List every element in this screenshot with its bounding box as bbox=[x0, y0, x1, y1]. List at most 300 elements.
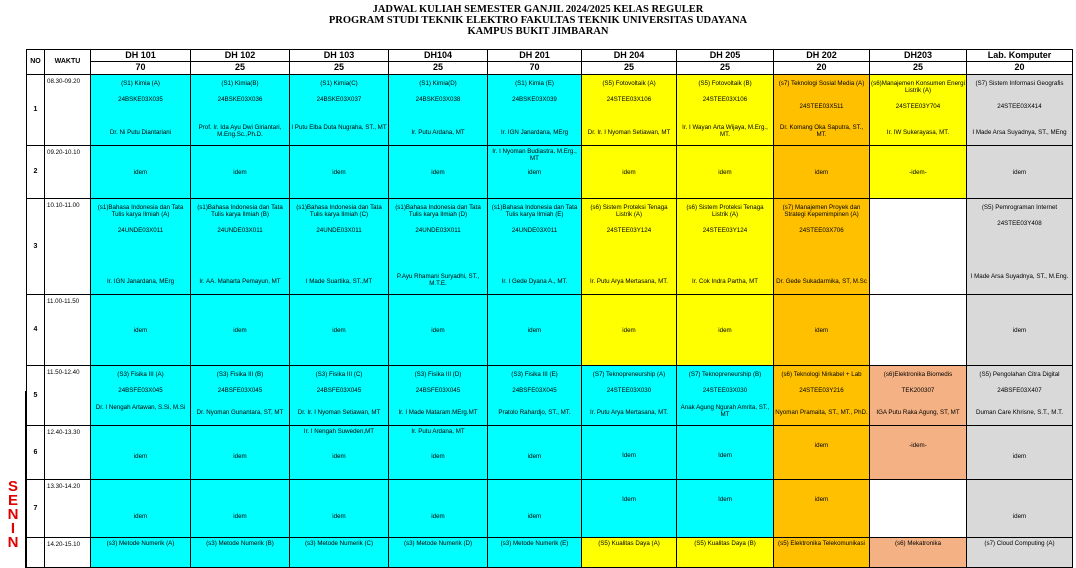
lecturer-note: Ir. Putu Ardana, MT bbox=[411, 428, 465, 435]
row-number-value: 3 bbox=[33, 242, 38, 250]
course-code: 24STEE03X106 bbox=[606, 96, 652, 103]
schedule-cell bbox=[774, 199, 870, 295]
header-no bbox=[26, 49, 45, 75]
room-capacity bbox=[290, 62, 389, 75]
schedule-cell bbox=[191, 199, 290, 295]
course-name: (S1) Kimia (A) bbox=[121, 80, 160, 87]
schedule-cell bbox=[967, 199, 1073, 295]
course-name: (s6) Sistem Proteksi Tenaga Listrik (A) bbox=[686, 204, 764, 219]
idem-text: idem bbox=[233, 513, 247, 520]
time-slot-value: 11.00-11.50 bbox=[47, 298, 80, 305]
room-name: DH 102 bbox=[224, 49, 256, 60]
schedule-cell bbox=[488, 538, 582, 568]
course-name: (S7) Sistem Informasi Geografis bbox=[975, 80, 1064, 87]
schedule-cell bbox=[677, 366, 774, 426]
row-number-value: 4 bbox=[33, 326, 38, 334]
schedule-cell bbox=[290, 295, 389, 366]
room-capacity bbox=[91, 62, 191, 75]
idem-text: -idem- bbox=[909, 169, 927, 176]
time-slot bbox=[45, 426, 91, 480]
lecturer-name: Ir. I Wayan Arta Wijaya, M.Erg., MT. bbox=[682, 124, 768, 139]
schedule-cell bbox=[774, 366, 870, 426]
row-number-value: 7 bbox=[33, 504, 38, 512]
time-slot-value: 09.20-10.10 bbox=[47, 149, 81, 156]
idem-text: idem bbox=[814, 496, 829, 503]
row-number bbox=[26, 538, 45, 568]
idem-text: idem bbox=[622, 327, 636, 334]
room-name: DH104 bbox=[423, 49, 452, 60]
schedule-cell bbox=[967, 426, 1073, 480]
room-capacity-value: 20 bbox=[1014, 62, 1025, 73]
time-slot-value: 14.20-15.10 bbox=[47, 541, 81, 548]
room-capacity bbox=[389, 62, 488, 75]
schedule-cell bbox=[677, 146, 774, 199]
schedule-cell bbox=[91, 366, 191, 426]
course-name: (s1)Bahasa Indonesia dan Tata Tulis karya Ilmiah (B) bbox=[197, 204, 283, 219]
course-name: (S1) Kimia(D) bbox=[419, 80, 457, 87]
schedule-cell bbox=[91, 146, 191, 199]
day-label bbox=[4, 480, 22, 550]
row-number-value: 6 bbox=[33, 448, 38, 456]
schedule-cell bbox=[91, 538, 191, 568]
schedule-cell bbox=[870, 75, 967, 146]
schedule-cell bbox=[677, 426, 774, 480]
course-code: 24BSKE03X038 bbox=[415, 96, 461, 103]
idem-text: idem bbox=[622, 169, 636, 176]
course-name: (s6)Manajemen Konsumen Energi Listrik (A) bbox=[871, 80, 965, 95]
time-slot bbox=[45, 199, 91, 295]
idem-text: idem bbox=[1012, 513, 1027, 520]
room-capacity bbox=[677, 62, 774, 75]
lecturer-name: Ir. AA. Maharta Pemayun, MT bbox=[199, 278, 281, 285]
schedule-cell bbox=[774, 295, 870, 366]
schedule-cell bbox=[389, 146, 488, 199]
time-slot-value: 10.10-11.00 bbox=[47, 202, 80, 209]
time-slot bbox=[45, 75, 91, 146]
title-line-1: JADWAL KULIAH SEMESTER GANJIL 2024/2025 KELAS REGULER bbox=[372, 4, 704, 15]
lecturer-name: Dr. Komang Oka Saputra, ST., MT. bbox=[779, 124, 864, 139]
course-code: 24STEE03X706 bbox=[799, 227, 844, 234]
course-name: (S5) Pengolahan Citra Digital bbox=[979, 371, 1060, 378]
idem-text: idem bbox=[1012, 453, 1027, 460]
schedule-cell bbox=[582, 480, 677, 538]
schedule-cell bbox=[488, 480, 582, 538]
course-name: (s3) Metode Numerik (C) bbox=[304, 540, 374, 547]
schedule-cell bbox=[191, 295, 290, 366]
schedule-cell bbox=[870, 426, 967, 480]
course-name: (s7) Manajemen Proyek dan Strategi Kepemimpinen (A) bbox=[782, 204, 861, 219]
idem-text: idem bbox=[527, 169, 542, 176]
course-name: (s1)Bahasa Indonesia dan Tata Tulis karya Ilmiah (D) bbox=[395, 204, 481, 219]
room-header bbox=[290, 49, 389, 62]
course-code: 24STEE03Y124 bbox=[702, 227, 748, 234]
course-name: (s6)Elektronika Biomedis bbox=[883, 371, 953, 378]
course-code: 24BSFE03X407 bbox=[997, 387, 1042, 394]
course-code: 24BSFE03X045 bbox=[415, 387, 461, 394]
course-name: (s1)Bahasa Indonesia dan Tata Tulis karya Ilmiah (A) bbox=[97, 204, 184, 219]
schedule-cell bbox=[677, 295, 774, 366]
room-header bbox=[967, 49, 1073, 62]
idem-text: Idem bbox=[622, 496, 636, 503]
title-line-3: KAMPUS BUKIT JIMBARAN bbox=[467, 26, 609, 37]
room-header bbox=[870, 49, 967, 62]
schedule-cell bbox=[488, 199, 582, 295]
schedule-cell bbox=[488, 146, 582, 199]
room-capacity-value: 70 bbox=[529, 62, 540, 73]
room-name: DH 202 bbox=[806, 49, 837, 60]
title-line-2: PROGRAM STUDI TEKNIK ELEKTRO FAKULTAS TEKNIK UNIVERSITAS UDAYANA bbox=[328, 15, 748, 26]
course-code: 24STEE03Y216 bbox=[799, 387, 844, 394]
time-slot-value: 12.40-13.30 bbox=[47, 429, 81, 436]
schedule-cell bbox=[582, 426, 677, 480]
row-number-value: 5 bbox=[33, 391, 38, 399]
room-name: DH203 bbox=[903, 49, 932, 60]
lecturer-name: Prof. Ir. Ida Ayu Dwi Giriantari, M.Eng.Sc.,Ph.D. bbox=[198, 124, 282, 139]
lecturer-name: Dr. I Nengah Artawan, S.Si, M.Si bbox=[95, 404, 186, 411]
schedule-cell bbox=[774, 480, 870, 538]
course-name: (S5) Kualitas Daya (A) bbox=[598, 540, 660, 547]
room-capacity bbox=[774, 62, 870, 75]
room-capacity bbox=[191, 62, 290, 75]
schedule-cell bbox=[774, 146, 870, 199]
lecturer-note: Ir. I Nyoman Budiastra, M.Erg., MT bbox=[492, 148, 577, 163]
course-name: (s6) Teknologi Nirkabel + Lab bbox=[781, 371, 862, 378]
lecturer-name: Ir. Putu Arya Mertasana, MT. bbox=[589, 409, 669, 416]
lecturer-name: I Made Suartika, ST.,MT bbox=[305, 278, 373, 285]
schedule-cell bbox=[774, 75, 870, 146]
lecturer-name: P.Ayu Rhamani Suryadhi, ST., M.T.E. bbox=[396, 273, 480, 288]
row-number-value: 2 bbox=[33, 168, 38, 176]
schedule-cell bbox=[191, 480, 290, 538]
room-header bbox=[677, 49, 774, 62]
idem-text: idem bbox=[431, 453, 445, 460]
idem-text: idem bbox=[814, 442, 829, 449]
lecturer-name: IGA Putu Raka Agung, ST, MT bbox=[876, 409, 960, 416]
idem-text: idem bbox=[431, 513, 445, 520]
room-capacity-value: 70 bbox=[135, 62, 146, 73]
course-name: (S5) Fotovoltaik (A) bbox=[602, 80, 656, 87]
schedule-cell bbox=[389, 199, 488, 295]
schedule-cell bbox=[582, 295, 677, 366]
idem-text: idem bbox=[133, 513, 148, 520]
course-code: 24STEE03Y704 bbox=[895, 103, 941, 110]
room-name: DH 204 bbox=[613, 49, 645, 60]
idem-text: idem bbox=[233, 453, 247, 460]
course-code: 24BSKE03X039 bbox=[512, 96, 557, 103]
idem-text: idem bbox=[332, 453, 346, 460]
schedule-cell bbox=[91, 295, 191, 366]
room-capacity bbox=[582, 62, 677, 75]
idem-text: idem bbox=[233, 169, 247, 176]
course-code: 24STEE03X030 bbox=[702, 387, 748, 394]
course-name: (S7) Teknopreneurship (B) bbox=[688, 371, 762, 378]
schedule-cell bbox=[870, 199, 967, 295]
idem-text: -idem- bbox=[909, 442, 927, 449]
time-slot bbox=[45, 295, 91, 366]
room-capacity-value: 25 bbox=[719, 62, 730, 73]
room-name: DH 201 bbox=[519, 49, 550, 60]
schedule-cell bbox=[191, 75, 290, 146]
course-code: 24BSKE03X036 bbox=[217, 96, 263, 103]
course-code: 24UNDE03X011 bbox=[316, 227, 362, 234]
room-name: DH 103 bbox=[323, 49, 355, 60]
lecturer-name: Ir. IGN Janardana, MErg bbox=[106, 278, 175, 285]
lecturer-name: Ir. Putu Ardana, MT bbox=[411, 129, 465, 136]
idem-text: idem bbox=[332, 513, 346, 520]
lecturer-name: Dr. Ni Putu Diantariani bbox=[109, 129, 172, 136]
time-slot bbox=[45, 146, 91, 199]
course-name: (S3) Fisika III (E) bbox=[511, 371, 558, 378]
room-capacity bbox=[488, 62, 582, 75]
schedule-cell bbox=[967, 366, 1073, 426]
course-code: 24BSFE03X045 bbox=[512, 387, 557, 394]
schedule-cell bbox=[191, 426, 290, 480]
room-header bbox=[582, 49, 677, 62]
course-name: (s5) Elektronika Telekomunikasi bbox=[778, 540, 865, 547]
course-name: (S5) Pemrograman Internet bbox=[981, 204, 1058, 211]
schedule-cell bbox=[870, 295, 967, 366]
course-name: (s7) Cloud Computing (A) bbox=[984, 540, 1055, 547]
schedule-cell bbox=[582, 538, 677, 568]
schedule-cell bbox=[389, 366, 488, 426]
time-slot-value: 08.30-09.20 bbox=[47, 78, 81, 85]
time-slot bbox=[45, 538, 91, 568]
row-number bbox=[26, 146, 45, 199]
schedule-cell bbox=[290, 480, 389, 538]
course-code: 24BSKE03X037 bbox=[316, 96, 362, 103]
course-code: 24BSFE03X045 bbox=[217, 387, 263, 394]
schedule-cell bbox=[582, 146, 677, 199]
lecturer-name: Nyoman Pramaita, ST., MT., PhD. bbox=[775, 409, 868, 416]
course-name: (S5) Fotovoltaik (B) bbox=[698, 80, 752, 87]
lecturer-name: Ir. IW Sukerayasa, MT. bbox=[886, 129, 950, 136]
schedule-cell bbox=[191, 366, 290, 426]
idem-text: Idem bbox=[718, 452, 732, 459]
schedule-cell bbox=[677, 480, 774, 538]
room-capacity bbox=[967, 62, 1073, 75]
course-name: (S1) Kimia(B) bbox=[221, 80, 259, 87]
course-name: (s6) Sistem Proteksi Tenaga Listrik (A) bbox=[590, 204, 668, 219]
schedule-cell bbox=[191, 538, 290, 568]
course-name: (s1)Bahasa Indonesia dan Tata Tulis karya Ilmiah (E) bbox=[491, 204, 578, 219]
course-code: 24UNDE03X011 bbox=[511, 227, 558, 234]
lecturer-name: Dr. Ir. I Nyoman Setiawan, MT bbox=[587, 129, 671, 136]
row-number-value: 1 bbox=[33, 106, 38, 114]
row-number bbox=[26, 75, 45, 146]
course-code: 24UNDE03X011 bbox=[217, 227, 263, 234]
lecturer-name: Dr. Nyoman Gunantara, ST, MT bbox=[196, 409, 284, 416]
lecturer-name: Dr. Gede Sukadarmika, ST, M.Sc bbox=[776, 278, 867, 285]
schedule-cell bbox=[870, 538, 967, 568]
day-letter: S bbox=[7, 478, 18, 495]
lecturer-name: Anak Agung Ngurah Amrita, ST., MT bbox=[680, 404, 770, 419]
course-code: 24STEE03X511 bbox=[799, 103, 844, 110]
course-code: 24STEE03X414 bbox=[997, 103, 1042, 110]
time-slot bbox=[45, 480, 91, 538]
idem-text: idem bbox=[527, 513, 542, 520]
schedule-cell bbox=[389, 75, 488, 146]
course-name: (S1) Kimia(C) bbox=[320, 80, 358, 87]
idem-text: idem bbox=[814, 327, 829, 334]
row-number bbox=[26, 295, 45, 366]
lecturer-name: Ir. I Made Mataram.MErg.MT bbox=[398, 409, 478, 416]
schedule-cell bbox=[389, 295, 488, 366]
idem-text: idem bbox=[527, 327, 542, 334]
schedule-cell bbox=[488, 295, 582, 366]
time-slot bbox=[45, 366, 91, 426]
course-name: (s6) Mekatronika bbox=[894, 540, 942, 547]
course-code: 24UNDE03X011 bbox=[415, 227, 461, 234]
idem-text: idem bbox=[718, 169, 732, 176]
course-code: 24STEE03Y408 bbox=[997, 220, 1042, 227]
room-capacity-value: 20 bbox=[816, 62, 827, 73]
room-name: Lab. Komputer bbox=[987, 49, 1052, 60]
course-name: (S5) Kualitas Daya (B) bbox=[694, 540, 756, 547]
idem-text: Idem bbox=[718, 496, 732, 503]
schedule-cell bbox=[870, 480, 967, 538]
header-time-label: WAKTU bbox=[54, 58, 81, 66]
room-capacity-value: 25 bbox=[234, 62, 245, 73]
room-capacity-value: 25 bbox=[333, 62, 344, 73]
room-header bbox=[389, 49, 488, 62]
idem-text: idem bbox=[233, 327, 247, 334]
course-name: (s3) Metode Numerik (E) bbox=[500, 540, 569, 547]
room-capacity-value: 25 bbox=[432, 62, 443, 73]
idem-text: Idem bbox=[622, 452, 636, 459]
course-code: 24BSFE03X045 bbox=[118, 387, 163, 394]
row-number bbox=[26, 480, 45, 538]
course-name: (S3) Fisika III (C) bbox=[315, 371, 363, 378]
schedule-cell bbox=[91, 426, 191, 480]
lecturer-name: Ir. IGN Janardana, MErg bbox=[500, 129, 569, 136]
lecturer-name: Ir. I Gede Dyana A., MT. bbox=[501, 278, 568, 285]
schedule-cell bbox=[967, 75, 1073, 146]
idem-text: idem bbox=[527, 453, 542, 460]
schedule-cell bbox=[91, 199, 191, 295]
course-code: 24BSFE03X045 bbox=[316, 387, 362, 394]
course-name: (S3) Fisika III (D) bbox=[414, 371, 462, 378]
course-code: 24STEE03X030 bbox=[606, 387, 652, 394]
schedule-cell bbox=[582, 366, 677, 426]
course-code: 24UNDE03X011 bbox=[117, 227, 164, 234]
course-name: (s3) Metode Numerik (A) bbox=[106, 540, 175, 547]
idem-text: idem bbox=[814, 169, 829, 176]
room-name: DH 205 bbox=[709, 49, 741, 60]
lecturer-name: Dr. Ir. I Nyoman Setiawan, MT bbox=[297, 409, 381, 416]
course-name: (s7) Teknologi Sosial Media (A) bbox=[778, 80, 865, 87]
row-number bbox=[26, 199, 45, 295]
schedule-cell bbox=[870, 366, 967, 426]
idem-text: idem bbox=[431, 169, 445, 176]
schedule-cell bbox=[91, 75, 191, 146]
course-name: (S7) Teknopreneurship (A) bbox=[592, 371, 666, 378]
room-header bbox=[488, 49, 582, 62]
schedule-cell bbox=[191, 146, 290, 199]
schedule-cell bbox=[967, 538, 1073, 568]
schedule-cell bbox=[774, 426, 870, 480]
day-letter: N bbox=[7, 534, 19, 551]
course-name: (s3) Metode Numerik (B) bbox=[206, 540, 274, 547]
schedule-cell bbox=[290, 366, 389, 426]
course-code: 24STEE03X106 bbox=[702, 96, 748, 103]
schedule-cell bbox=[290, 426, 389, 480]
room-header bbox=[91, 49, 191, 62]
schedule-cell bbox=[967, 146, 1073, 199]
schedule-cell bbox=[488, 366, 582, 426]
schedule-cell bbox=[967, 295, 1073, 366]
schedule-cell bbox=[290, 538, 389, 568]
header-no-label: NO bbox=[30, 58, 41, 66]
room-capacity-value: 25 bbox=[912, 62, 923, 73]
day-letter: E bbox=[7, 492, 18, 509]
row-number bbox=[26, 426, 45, 480]
lecturer-name: Pratolo Rahardjo, ST., MT. bbox=[498, 409, 571, 416]
schedule-cell bbox=[582, 75, 677, 146]
lecturer-name: I Putu Elba Duta Nugraha, ST., MT bbox=[291, 124, 387, 131]
idem-text: idem bbox=[332, 327, 346, 334]
room-header bbox=[191, 49, 290, 62]
course-code: 24STEE03Y124 bbox=[606, 227, 652, 234]
schedule-cell bbox=[290, 199, 389, 295]
day-letter: I bbox=[10, 520, 16, 537]
schedule-cell bbox=[677, 199, 774, 295]
schedule-cell bbox=[389, 538, 488, 568]
schedule-cell bbox=[488, 75, 582, 146]
course-name: (s1)Bahasa Indonesia dan Tata Tulis karya Ilmiah (C) bbox=[296, 204, 382, 219]
schedule-cell bbox=[774, 538, 870, 568]
time-slot-value: 13.30-14.20 bbox=[47, 483, 81, 490]
idem-text: idem bbox=[133, 327, 148, 334]
room-name: DH 101 bbox=[125, 49, 156, 60]
schedule-cell bbox=[967, 480, 1073, 538]
room-capacity bbox=[870, 62, 967, 75]
schedule-cell bbox=[389, 480, 488, 538]
schedule-cell bbox=[290, 146, 389, 199]
schedule-cell bbox=[290, 75, 389, 146]
idem-text: idem bbox=[718, 327, 732, 334]
course-code: TEK200307 bbox=[901, 387, 935, 394]
lecturer-name: Duman Care Khrisne, S.T., M.T. bbox=[976, 409, 1063, 416]
lecturer-note: Ir. I Nengah Suweden,MT bbox=[303, 428, 375, 435]
idem-text: idem bbox=[1012, 327, 1027, 334]
room-header bbox=[774, 49, 870, 62]
idem-text: idem bbox=[1012, 169, 1027, 176]
header-time bbox=[45, 49, 91, 75]
course-code: 24BSKE03X035 bbox=[118, 96, 163, 103]
lecturer-name: I Made Arsa Suyadnya, ST., MEng bbox=[972, 129, 1067, 136]
course-name: (S3) Fisika III (A) bbox=[117, 371, 164, 378]
schedule-cell bbox=[582, 199, 677, 295]
lecturer-name: Ir. Cok Indra Partha, MT bbox=[691, 278, 759, 285]
course-name: (s3) Metode Numerik (D) bbox=[403, 540, 473, 547]
schedule-cell bbox=[488, 426, 582, 480]
schedule-cell bbox=[870, 146, 967, 199]
course-name: (S1) Kimia (E) bbox=[515, 80, 554, 87]
time-slot-value: 11.50-12.40 bbox=[47, 369, 80, 376]
idem-text: idem bbox=[431, 327, 445, 334]
course-name: (S3) Fisika III (B) bbox=[216, 371, 264, 378]
schedule-cell bbox=[389, 426, 488, 480]
idem-text: idem bbox=[133, 453, 148, 460]
lecturer-name: Ir. Putu Arya Mertasana, MT. bbox=[589, 278, 669, 285]
schedule-cell bbox=[677, 538, 774, 568]
row-number bbox=[26, 366, 45, 426]
day-letter: N bbox=[7, 506, 19, 523]
idem-text: idem bbox=[133, 169, 148, 176]
schedule-cell bbox=[677, 75, 774, 146]
lecturer-name: I Made Arsa Suyadnya, ST., M.Eng. bbox=[970, 273, 1069, 280]
room-capacity-value: 25 bbox=[623, 62, 634, 73]
